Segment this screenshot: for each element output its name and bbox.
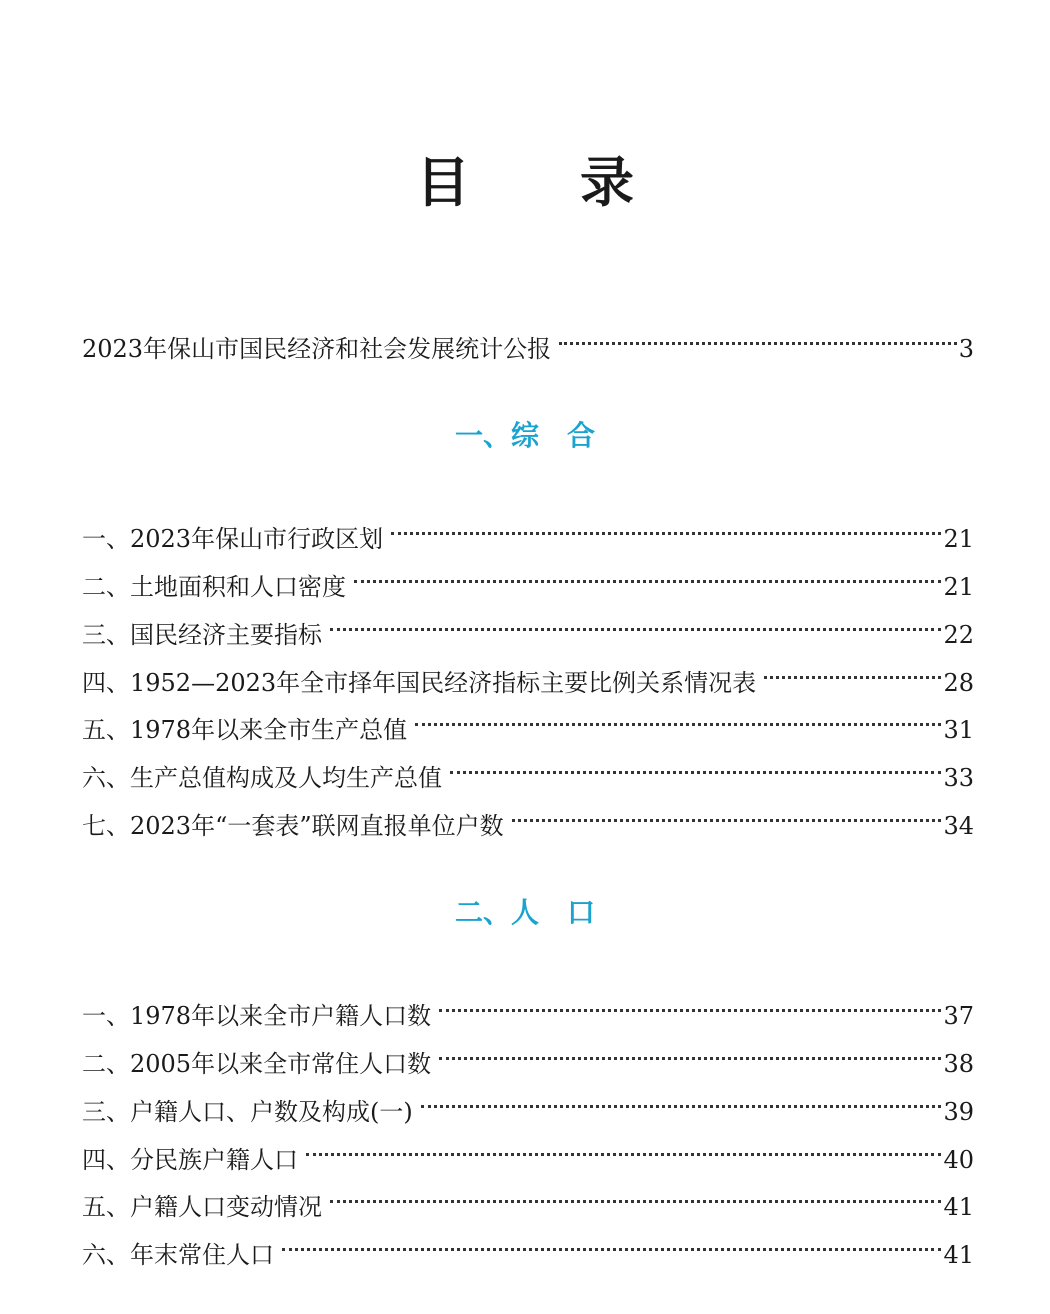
toc-item-label: 五、户籍人口变动情况 — [82, 1193, 322, 1221]
dot-leader — [282, 1229, 941, 1263]
toc-item-label: 二、土地面积和人口密度 — [82, 573, 346, 601]
toc-item-label: 二、2005年以来全市常住人口数 — [82, 1050, 432, 1078]
toc-item-label: 六、年末常住人口 — [82, 1241, 274, 1269]
section-heading-population: 二、人 口 — [454, 896, 595, 929]
toc-item-label: 三、国民经济主要指标 — [82, 621, 322, 649]
toc-item[interactable] — [82, 704, 974, 744]
dot-leader — [559, 323, 957, 357]
dot-leader — [439, 1038, 941, 1072]
page-title-right: 录 — [580, 151, 634, 214]
toc-item-page: 21 — [943, 573, 974, 601]
toc-item-page: 21 — [943, 525, 974, 553]
toc-item-label: 六、生产总值构成及人均生产总值 — [82, 764, 442, 792]
toc-item-page: 31 — [943, 716, 974, 744]
toc-item[interactable] — [82, 1086, 974, 1126]
toc-item-label: 一、1978年以来全市户籍人口数 — [82, 1002, 432, 1030]
dot-leader — [330, 1181, 941, 1215]
toc-item-label: 2023年保山市国民经济和社会发展统计公报 — [82, 335, 552, 363]
toc-item-label: 四、1952—2023年全市择年国民经济指标主要比例关系情况表 — [82, 669, 757, 697]
toc-item-page: 41 — [943, 1241, 974, 1269]
dot-leader — [415, 704, 941, 738]
toc-item-page: 22 — [943, 621, 974, 649]
toc-item-label: 七、2023年“一套表”联网直报单位户数 — [82, 812, 504, 840]
toc-item-page: 40 — [943, 1146, 974, 1174]
toc-item-page: 41 — [943, 1193, 974, 1221]
toc-item-page: 3 — [958, 335, 974, 363]
toc-item[interactable] — [82, 657, 974, 697]
toc-item[interactable] — [82, 990, 974, 1030]
toc-item-label: 三、户籍人口、户数及构成(一) — [82, 1098, 413, 1126]
toc-item-label: 四、分民族户籍人口 — [82, 1146, 298, 1174]
toc-item-label: 五、1978年以来全市生产总值 — [82, 716, 408, 744]
section-heading-general: 一、综 合 — [454, 419, 595, 452]
page-title — [0, 148, 1050, 218]
toc-item[interactable] — [82, 1229, 974, 1269]
dot-leader — [450, 752, 941, 786]
dot-leader — [439, 990, 941, 1024]
toc-intro-row[interactable] — [82, 323, 974, 363]
toc-item[interactable] — [82, 800, 974, 840]
dot-leader — [421, 1086, 942, 1120]
toc-item-page: 34 — [943, 812, 974, 840]
toc-item[interactable] — [82, 752, 974, 792]
dot-leader — [764, 657, 941, 691]
dot-leader — [354, 561, 941, 595]
page-title-left: 目 — [416, 151, 470, 214]
toc-item-label: 一、2023年保山市行政区划 — [82, 525, 384, 553]
toc-item[interactable] — [82, 561, 974, 601]
toc-item[interactable] — [82, 513, 974, 553]
toc-item-page: 38 — [943, 1050, 974, 1078]
toc-item-page: 39 — [943, 1098, 974, 1126]
toc-item-page: 37 — [943, 1002, 974, 1030]
dot-leader — [512, 800, 942, 834]
toc-item[interactable] — [82, 609, 974, 649]
toc-item[interactable] — [82, 1134, 974, 1174]
dot-leader — [306, 1134, 941, 1168]
dot-leader — [391, 513, 941, 547]
toc-item-page: 28 — [943, 669, 974, 697]
dot-leader — [330, 609, 941, 643]
toc-item[interactable] — [82, 1038, 974, 1078]
toc-item-page: 33 — [943, 764, 974, 792]
toc-item[interactable] — [82, 1181, 974, 1221]
